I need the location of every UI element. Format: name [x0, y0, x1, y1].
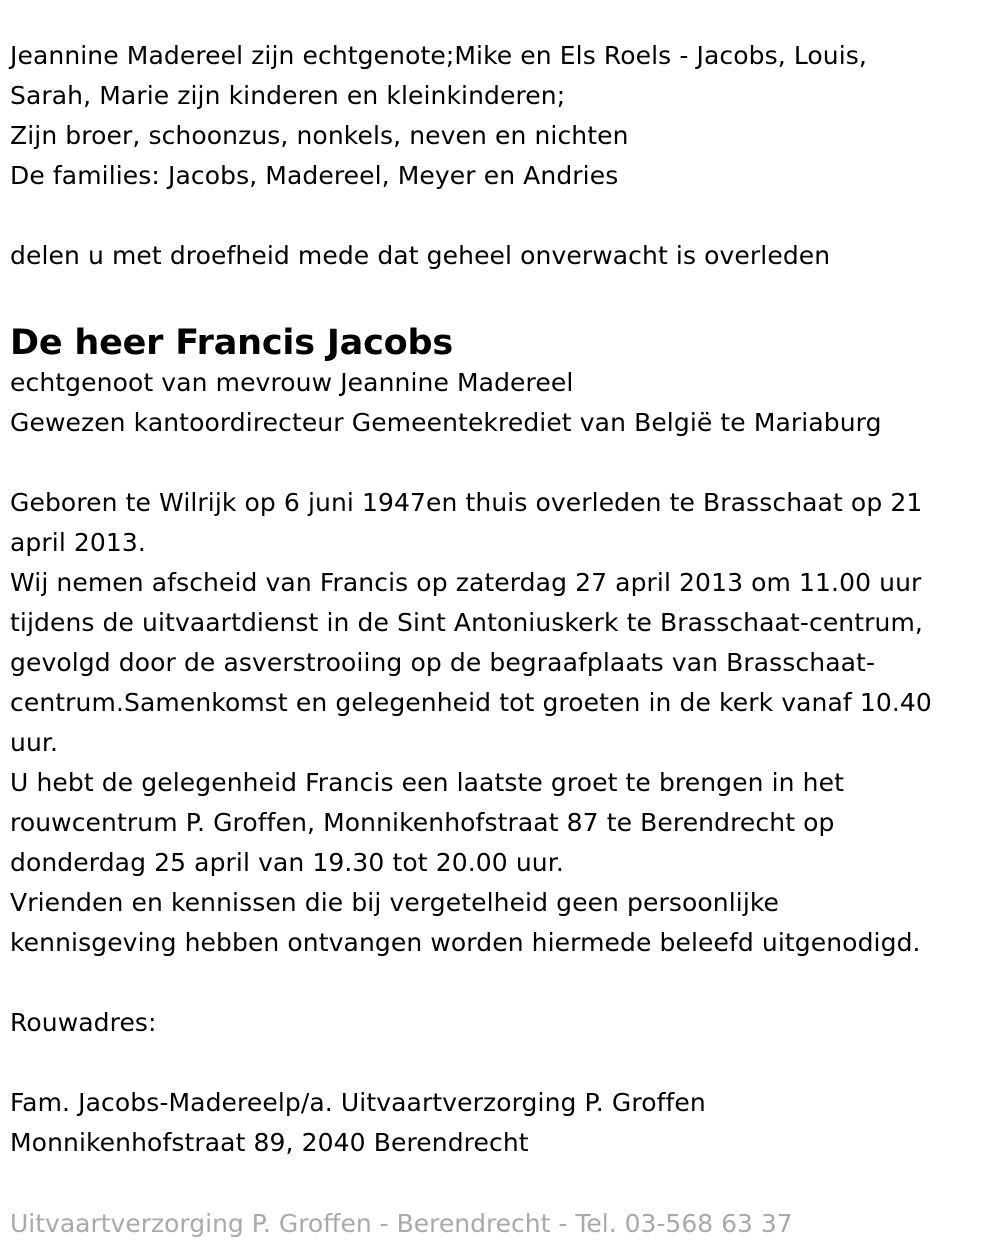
spacer [10, 1043, 995, 1083]
detail-line: uur. [10, 728, 59, 757]
detail-line: U hebt de gelegenheid Francis een laatste groet te brengen in het [10, 768, 844, 797]
detail-line: april 2013. [10, 528, 146, 557]
detail-line: kennisgeving hebben ontvangen worden hiermede beleefd uitgenodigd. [10, 928, 921, 957]
family-line: Zijn broer, schoonzus, nonkels, neven en nichten [10, 121, 629, 150]
spacer [10, 443, 995, 483]
obituary-notice [10, 36, 995, 1163]
deceased-name: De heer Francis Jacobs [10, 323, 453, 363]
mourning-address-label: Rouwadres: [10, 1008, 157, 1037]
mourning-address-line: Fam. Jacobs-Madereelp/a. Uitvaartverzorging P. Groffen [10, 1088, 706, 1117]
family-line: De families: Jacobs, Madereel, Meyer en Andries [10, 161, 619, 190]
spacer [10, 276, 995, 323]
detail-line: gevolgd door de asverstrooiing op de begraafplaats van Brasschaat- [10, 648, 876, 677]
detail-line: Vrienden en kennissen die bij vergetelheid geen persoonlijke [10, 888, 780, 917]
family-line: Jeannine Madereel zijn echtgenote;Mike en Els Roels - Jacobs, Louis, [10, 41, 867, 70]
spouse-line: echtgenoot van mevrouw Jeannine Madereel [10, 368, 574, 397]
occupation-line: Gewezen kantoordirecteur Gemeentekrediet van België te Mariaburg [10, 408, 882, 437]
funeral-home-footer: Uitvaartverzorging P. Groffen - Berendrecht - Tel. 03-568 63 37 [10, 1209, 793, 1238]
detail-line: centrum.Samenkomst en gelegenheid tot groeten in de kerk vanaf 10.40 [10, 688, 932, 717]
spacer [10, 196, 995, 236]
announcement-text: delen u met droefheid mede dat geheel onverwacht is overleden [10, 241, 831, 270]
family-line: Sarah, Marie zijn kinderen en kleinkinderen; [10, 81, 566, 110]
mourning-address-line: Monnikenhofstraat 89, 2040 Berendrecht [10, 1128, 529, 1157]
detail-line: rouwcentrum P. Groffen, Monnikenhofstraat 87 te Berendrecht op [10, 808, 835, 837]
spacer [10, 963, 995, 1003]
detail-line: Wij nemen afscheid van Francis op zaterdag 27 april 2013 om 11.00 uur [10, 568, 922, 597]
detail-line: donderdag 25 april van 19.30 tot 20.00 uur. [10, 848, 564, 877]
detail-line: tijdens de uitvaartdienst in de Sint Antoniuskerk te Brasschaat-centrum, [10, 608, 923, 637]
detail-line: Geboren te Wilrijk op 6 juni 1947en thuis overleden te Brasschaat op 21 [10, 488, 923, 517]
